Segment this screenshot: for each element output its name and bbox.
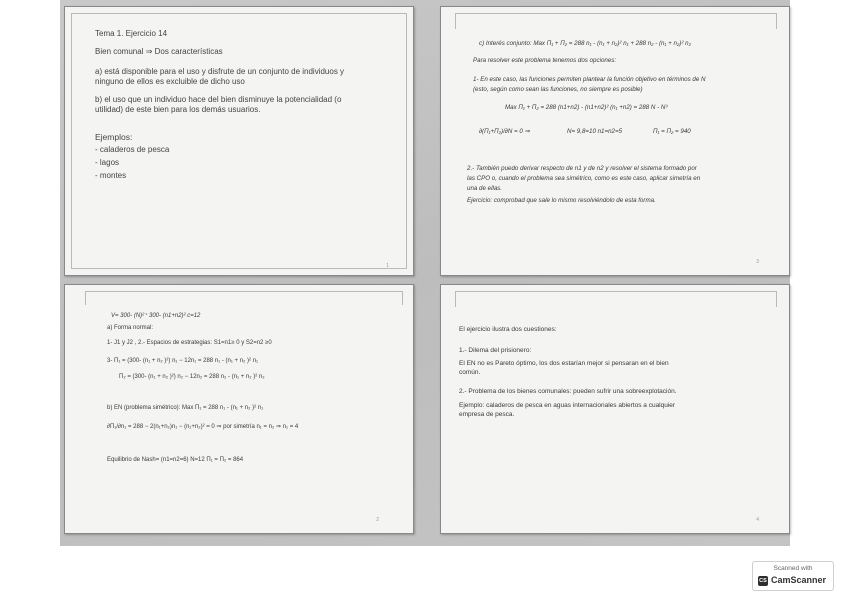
badge-name: CamScanner [771, 575, 827, 585]
text-line: b) EN (problema simétrico): Max Π₁ = 288 n₁ - (n₁ + n₂ )² n₁ [107, 405, 264, 411]
formula: 3- Π₁ = (300- (n₁ + n₂ )²) n₁ − 12n₁ = 288 n₁ - (n₁ + n₂ )² n₁ [107, 358, 259, 364]
text-line: ninguno de ellos es excluible de dicho uso [95, 77, 245, 86]
text-line: 1- En este caso, las funciones permiten plantear la función objetivo en términos de N [473, 76, 706, 83]
badge-caption: Scanned with [773, 565, 813, 572]
text-line: 1- J1 y J2 , 2.- Espacios de estrategias: S1=n1≥ 0 y S2=n2 ≥0 [107, 340, 272, 346]
examples-title: Ejemplos: [95, 132, 133, 142]
slide-3 [64, 284, 414, 534]
page-number: 3 [756, 259, 759, 265]
text-line: utilidad) de este bien para los demás usuarios. [95, 105, 261, 114]
formula-result: Π₁ = Π₂ = 940 [653, 128, 691, 135]
text-line: 1.- Dilema del prisionero: [459, 347, 532, 354]
text-line: (esto, según como sean las funciones, no siempre es posible) [473, 86, 643, 93]
text-line: empresa de pesca. [459, 411, 515, 418]
text-line: V= 300- (N)²⁺ 300- (n1+n2)² c=12 [111, 313, 201, 319]
text-line: c) Interés conjunto: Max Π₁ + Π₂ = 288 n₁ - (n₁ + n₂)² n₁ + 288 n₂ - (n₁ + n₂)² n₂ [479, 40, 691, 47]
formula-derivative: ∂Π₁/∂n₁ = 288 − 2(n₁+n₂)n₁ − (n₁+n₂)² = 0 ⇒ por simetría n₁ = n₂ ⇒ n₁ = 4 [107, 424, 299, 430]
formula: Max Π₁ + Π₂ = 288 (n1+n2) - (n1+n2)² (n₁ +n2) = 288 N - N³ [505, 104, 668, 111]
slide-frame [455, 13, 777, 29]
text-line: a) Forma normal: [107, 325, 154, 331]
text-line: b) el uso que un individuo hace del bien disminuye la potencialidad (o [95, 95, 342, 104]
list-item: - lagos [95, 158, 120, 167]
text-line: 2.- Problema de los bienes comunales: pueden sufrir una sobreexplotación. [459, 388, 677, 395]
camscanner-badge [752, 561, 834, 591]
text-line: las CPO o, cuando el problema sea simétrico, como es este caso, aplicar simetría en [467, 175, 701, 182]
page-number: 1 [386, 263, 389, 269]
slide-1 [64, 6, 414, 276]
text-line: a) está disponible para el uso y disfrute de un conjunto de individuos y [95, 67, 345, 76]
slide-title: Tema 1. Ejercicio 14 [95, 29, 168, 38]
slide-2 [440, 6, 790, 276]
text-line: una de ellas. [467, 185, 503, 192]
text-line: 2.- También puedo derivar respecto de n1 y de n2 y resolver el sistema formado por [467, 165, 697, 172]
text-line: El ejercicio ilustra dos cuestiones: [459, 326, 557, 333]
page-number: 2 [376, 517, 379, 523]
page-number: 4 [756, 517, 759, 523]
text-line: Equilibrio de Nash= (n1=n2=6) N=12 Π₁ = Π₂ = 864 [107, 457, 244, 463]
list-item: - montes [95, 171, 127, 180]
text-line: Ejercicio: comprobad que sale lo mismo resolviéndolo de esta forma. [467, 197, 656, 204]
text-line: Para resolver este problema tenemos dos opciones: [473, 57, 617, 64]
text-line: Bien comunal ⇒ Dos características [95, 47, 223, 56]
slide-frame [455, 291, 777, 307]
text-line: Ejemplo: caladeros de pesca en aguas internacionales abiertos a cualquier [459, 402, 676, 409]
slide-4 [440, 284, 790, 534]
text-line: El EN no es Pareto óptimo, los dos estarían mejor si pensaran en el bien [459, 360, 669, 367]
formula: Π₂ = (300- (n₁ + n₂ )²) n₂ − 12n₂ = 288 n₂ - (n₁ + n₂ )² n₂ [119, 374, 265, 380]
slide-frame [85, 291, 403, 305]
camscanner-logo-icon: CS [759, 578, 767, 584]
list-item: - caladeros de pesca [95, 145, 170, 154]
text-line: común. [459, 369, 481, 376]
formula-result: N= 9,8=10 n1=n2=5 [567, 128, 623, 135]
formula-derivative: ∂(Π₁+Π₂)/∂N = 0 ⇒ [479, 128, 530, 135]
